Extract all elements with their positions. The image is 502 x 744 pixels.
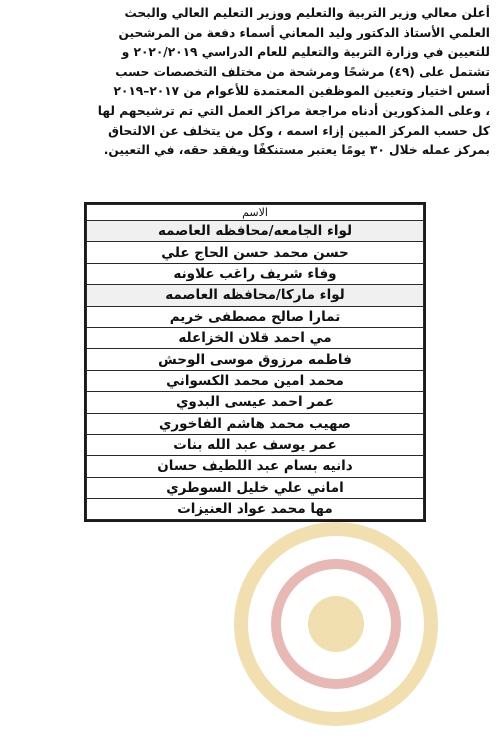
table-row <box>87 370 424 391</box>
table-row <box>87 477 424 498</box>
candidate-name-cell: صهيب محمد هاشم الفاخوري <box>87 413 424 434</box>
announcement-line: أسس اختيار وتعيين الموظفين المعتمدة للأعوام من ٢٠١٧–٢٠١٩ <box>113 84 490 99</box>
table-row <box>87 434 424 455</box>
announcement-line: العلمي الأستاذ الدكتور وليد المعاني أسماء دفعة من المرشحين <box>118 25 490 40</box>
column-header-name: الاسم <box>87 205 424 221</box>
candidate-name-cell: فاطمه مرزوق موسى الوحش <box>87 349 424 370</box>
candidate-name-cell: دانيه بسام عبد اللطيف حسان <box>87 456 424 477</box>
table-row <box>87 413 424 434</box>
table-row <box>87 242 424 263</box>
candidates-table <box>84 202 426 522</box>
section-title-cell: لواء الجامعه/محافظه العاصمه <box>87 221 424 242</box>
candidate-name-cell: اماني علي خليل السوطري <box>87 477 424 498</box>
announcement-line: للتعيين في وزارة التربية والتعليم للعام الدراسي ٢٠٢٠/٢٠١٩ و <box>121 45 490 60</box>
candidate-name-cell: محمد امين محمد الكسواني <box>87 370 424 391</box>
announcement-line: أعلن معالي وزير التربية والتعليم ووزير التعليم العالي والبحث <box>124 6 490 20</box>
table-section-row <box>87 221 424 242</box>
announcement-text <box>16 4 490 161</box>
candidate-name-cell: مها محمد عواد العنيزات <box>87 499 424 520</box>
candidate-name-cell: وفاء شريف راغب علاونه <box>87 263 424 284</box>
table-row <box>87 499 424 520</box>
table-section-row <box>87 285 424 306</box>
table-row <box>87 456 424 477</box>
candidate-name-cell: تمارا صالح مصطفى خريم <box>87 306 424 327</box>
announcement-line: ، وعلى المذكورين أدناه مراجعة مراكز العمل التي تم ترشيحهم لها <box>97 103 490 118</box>
announcement-line: كل حسب المركز المبين إزاء اسمه ، وكل من يتخلف عن الالتحاق <box>108 123 490 138</box>
candidate-name-cell: عمر احمد عيسى البدوي <box>87 392 424 413</box>
table-row <box>87 349 424 370</box>
table-row <box>87 263 424 284</box>
table-row <box>87 306 424 327</box>
watermark-logo-icon <box>186 504 486 744</box>
candidate-name-cell: مي احمد قلان الخزاعله <box>87 327 424 348</box>
table-row <box>87 392 424 413</box>
announcement-line: بمركز عمله خلال ٣٠ يومًا يعتبر مستنكفًا ويفقد حقه، في التعيين. <box>103 143 490 158</box>
table-row <box>87 327 424 348</box>
candidate-name-cell: حسن محمد حسن الحاج علي <box>87 242 424 263</box>
table-body <box>87 221 424 520</box>
section-title-cell: لواء ماركا/محافظه العاصمه <box>87 285 424 306</box>
candidate-name-cell: عمر يوسف عبد الله بنات <box>87 434 424 455</box>
names-table <box>86 204 424 520</box>
announcement-line: تشتمل على (٤٩) مرشحًا ومرشحة من مختلف التخصصات حسب <box>115 64 490 79</box>
